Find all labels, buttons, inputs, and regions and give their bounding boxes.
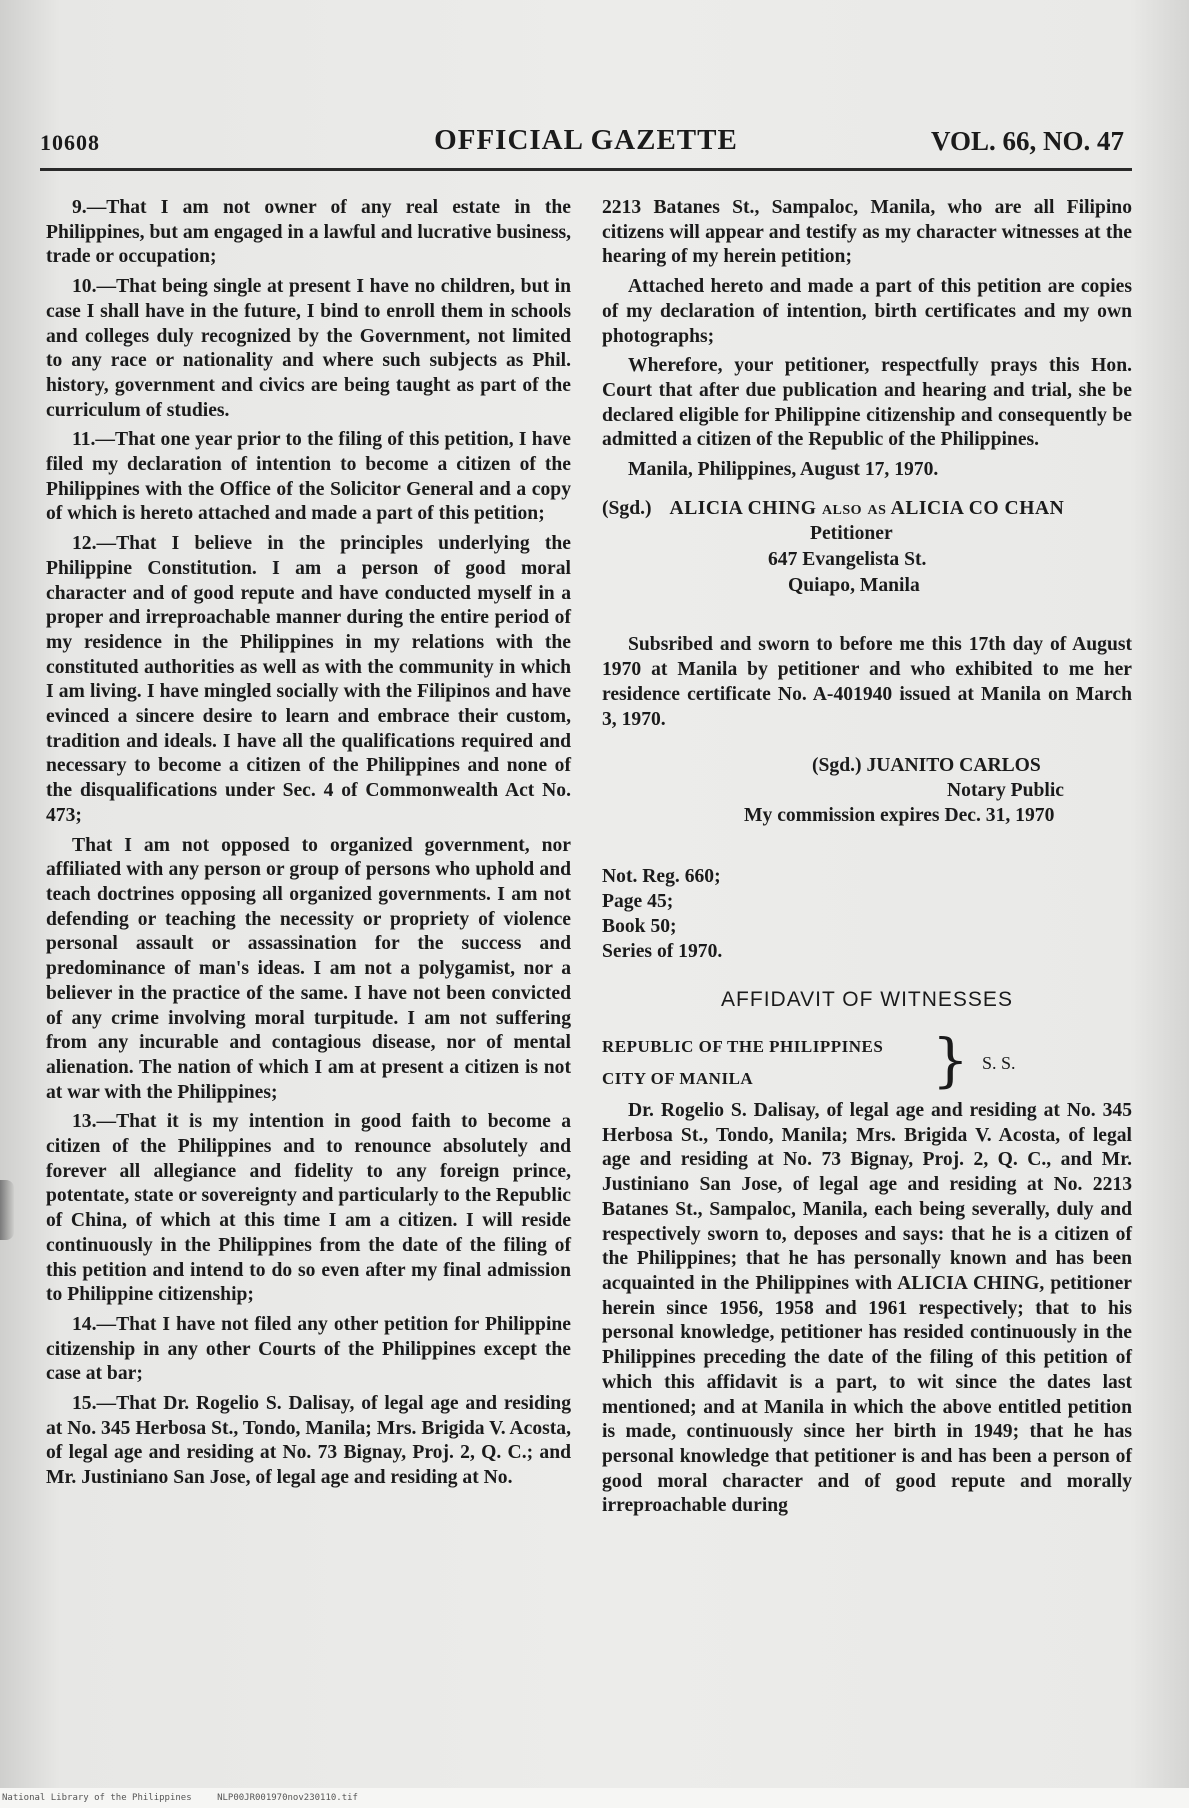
footer-file: NLP00JR001970nov230110.tif	[217, 1793, 358, 1803]
paragraph-12: 12.—That I believe in the principles underlying the Philippine Constitution. I am a person of good moral character and of good repute and have conducted myself in a proper and irreproachable manner during the entire period of my residence in the Philippines in my relations with the constituted authorities as well as with the community in which I am living. I have mingled socially with the Filipinos and have evinced a sincere desire to learn and embrace their custom, tradition and ideals. I have all the qualifications required and necessary to become a citizen of the Philippines and none of the disqualifications under Sec. 4 of Commonwealth Act No. 473;	[46, 533, 571, 826]
affidavit-title: AFFIDAVIT OF WITNESSES	[721, 988, 1013, 1012]
notary-title: Notary Public	[947, 779, 1065, 801]
notarial-registry	[602, 864, 1132, 964]
notary-name: (Sgd.) JUANITO CARLOS	[812, 755, 1041, 777]
petitioner-signature	[602, 497, 1132, 522]
publication-title: OFFICIAL GAZETTE	[434, 124, 738, 156]
notary-block	[602, 754, 1132, 828]
petitioner-address-city: Quiapo, Manila	[788, 575, 920, 597]
venue-city: CITY OF MANILA	[602, 1069, 754, 1089]
registry-line: Not. Reg. 660;	[602, 866, 721, 888]
paragraph-14: 14.—That I have not filed any other petition for Philippine citizenship in any other Courts of the Philippines except the case at bar;	[46, 1313, 571, 1385]
jurat-paragraph: Subsribed and sworn to before me this 17th day of August 1970 at Manila by petitioner and who exhibited to me her residence certificate No. A-401940 issued at Manila on March 3, 1970.	[602, 634, 1132, 730]
page-number: 10608	[40, 130, 100, 155]
petitioner-address-block	[768, 521, 1132, 599]
paragraph-11: 11.—That one year prior to the filing of this petition, I have filed my declaration of intention to become a citizen of the Philippines with the Office of the Solicitor General and a copy of which is hereto attached and made a part of this petition;	[46, 429, 571, 525]
petitioner-name: ALICIA CHING also as ALICIA CO CHAN	[669, 497, 1065, 519]
registry-line: Series of 1970.	[602, 941, 723, 963]
scan-binding-shadow	[0, 1180, 14, 1240]
notary-commission: My commission expires Dec. 31, 1970	[744, 804, 1055, 826]
prayer-paragraph: Wherefore, your petitioner, respectfully prays this Hon. Court that after due publication and hearing and trial, she be declared eligible for Philippine citizenship and consequently be admitted a citizen of the Republic of the Philippines.	[602, 355, 1132, 451]
registry-line: Book 50;	[602, 916, 677, 938]
venue-brace: }	[932, 1026, 969, 1095]
petitioner-role: Petitioner	[810, 523, 893, 545]
paragraph-15-continued: 2213 Batanes St., Sampaloc, Manila, who are all Filipino citizens will appear and testify as my character witnesses at the hearing of my herein petition;	[602, 197, 1132, 268]
signed-mark: (Sgd.)	[602, 497, 652, 519]
paragraph-not-opposed: That I am not opposed to organized government, nor affiliated with any person or group of persons who uphold and teach doctrines opposing all organized governments. I am not defending or teaching the necessity or propriety of violence personal assault or assassination for the success and predominance of man's ideas. I am not a polygamist, nor a believer in the practice of the same. I have not been convicted of any crime involving moral turpitude. I am not suffering from any incurable and contagious disease, nor of mental alienation. The nation of which I am at present a citizen is not at war with the Philippines;	[46, 834, 571, 1103]
page-header	[40, 120, 1132, 164]
footer-library: National Library of the Philippines	[2, 1793, 192, 1803]
venue-block	[602, 1026, 1132, 1099]
registry-line: Page 45;	[602, 891, 674, 913]
venue-ss: S. S.	[982, 1053, 1016, 1074]
attachments-paragraph: Attached hereto and made a part of this petition are copies of my declaration of intention, birth certificates and my own photographs;	[602, 276, 1132, 347]
paragraph-13: 13.—That it is my intention in good faith to become a citizen of the Philippines and to renounce absolutely and forever all allegiance and fidelity to any foreign prince, potentate, state or sovereignty and particularly to the Republic of China, of which at this time I am a citizen. I will reside continuously in the Philippines from the date of the filing of this petition and intend to do so even after my final admission to Philippine citizenship;	[46, 1111, 571, 1306]
left-column	[46, 196, 571, 1496]
scan-footer	[0, 1788, 1189, 1808]
venue-republic: REPUBLIC OF THE PHILIPPINES	[602, 1037, 884, 1057]
paragraph-9: 9.—That I am not owner of any real estate in the Philippines, but am engaged in a lawful and lucrative business, trade or occupation;	[46, 197, 571, 268]
petition-date: Manila, Philippines, August 17, 1970.	[628, 459, 939, 481]
header-rule	[40, 168, 1132, 171]
petitioner-address-street: 647 Evangelista St.	[768, 549, 927, 571]
paragraph-15: 15.—That Dr. Rogelio S. Dalisay, of legal age and residing at No. 345 Herbosa St., Tondo, Manila; Mrs. Brigida V. Acosta, of legal age and residing at No. 73 Bignay, Proj. 2, Q. C.; and Mr. Justiniano San Jose, of legal age and residing at No.	[46, 1393, 571, 1489]
paragraph-10: 10.—That being single at present I have no children, but in case I shall have in the future, I bind to enroll them in schools and colleges duly recognized by the Government, not limited to any race or nationality and where such subjects as Phil. history, government and civics are being taught as part of the curriculum of studies.	[46, 276, 571, 421]
right-column	[602, 196, 1132, 1524]
affidavit-body: Dr. Rogelio S. Dalisay, of legal age and residing at No. 345 Herbosa St., Tondo, Manila; Mrs. Brigida V. Acosta, of legal age and residing at No. 73 Bignay, Proj. 2, Q. C., and Mr. Justiniano San Jose, of legal age and residing at No. 2213 Batanes St., Sampaloc, Manila, each being severally, duly and respectively sworn to, deposes and says: that he is a citizen of the Philippines; that he has personally known and has been acquainted in the Philippines with ALICIA CHING, petitioner herein since 1956, 1958 and 1961 respectively; that to his personal knowledge, petitioner has resided continuously in the Philippines preceding the date of the filing of this petition of which this affidavit is a part, to wit since the dates last mentioned; and at Manila in which the above entitled petition is made, continuously since her birth in 1949; that he has personal knowledge that petitioner is and has been a person of good moral character and of good repute and morally irreproachable during	[602, 1100, 1132, 1517]
volume-number: VOL. 66, NO. 47	[931, 126, 1124, 156]
